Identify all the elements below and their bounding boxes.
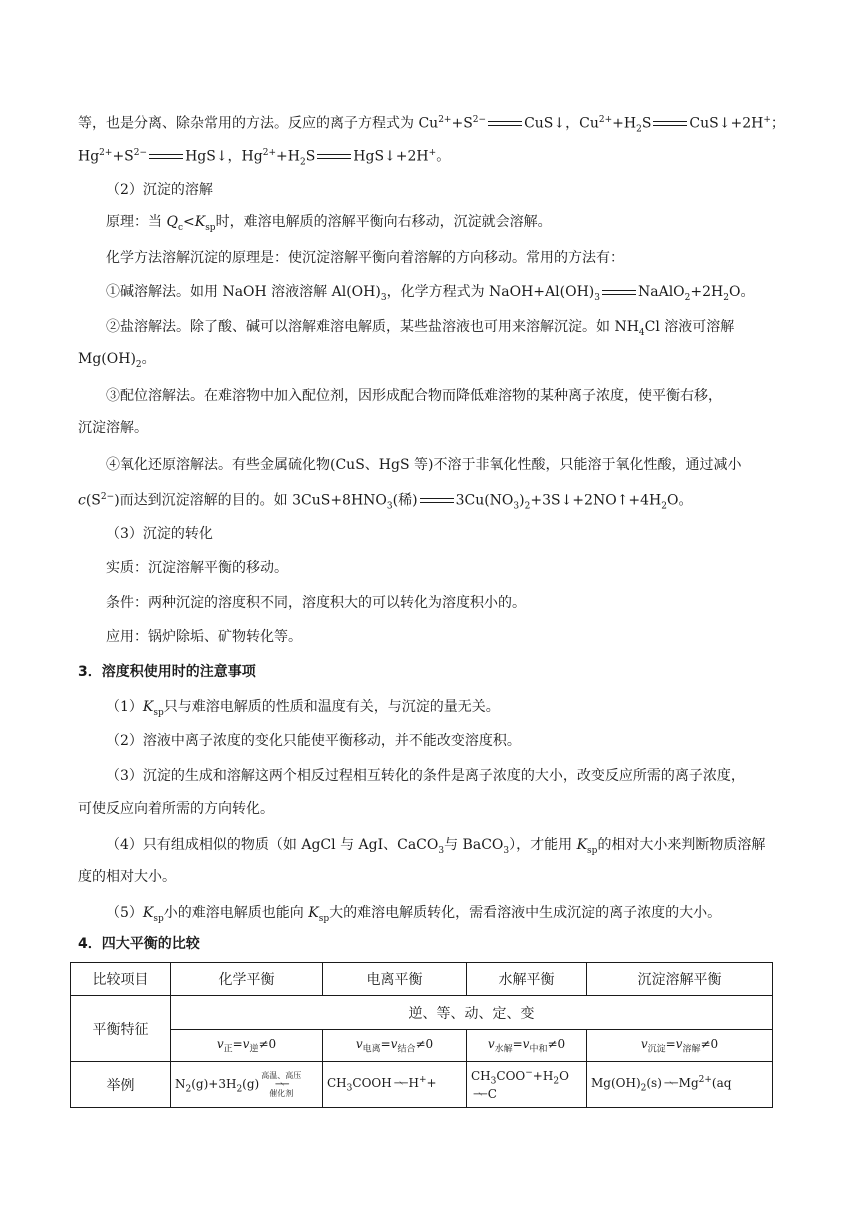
note-1: $(1)K_{sp}$只与难溶电解质的性质和温度有关，与沉淀的量无关。 xyxy=(106,699,500,718)
conversion-essence: 实质：沉淀溶解平衡的移动。 xyxy=(106,560,288,576)
section-3-heading: 3．溶度积使用时的注意事项 xyxy=(78,664,256,680)
equilibrium-comparison-table xyxy=(70,962,773,1108)
method-intro: 化学方法溶解沉淀的原理是：使沉淀溶解平衡向着溶解的方向移动。常用的方法有： xyxy=(106,250,624,266)
equals-sign xyxy=(602,290,636,295)
equals-sign xyxy=(317,154,351,159)
note-3-cont: 可使反应向着所需的方向转化。 xyxy=(78,801,274,817)
note-4: （4）只有组成相似的物质（如 AgCl 与 AgI、CaCO$_3$与 BaCO$_3$），才能用 $K_{sp}$的相对大小来判断物质溶解 xyxy=(106,837,766,856)
row-label: 平衡特征 xyxy=(71,996,171,1062)
method-1-base: ①碱溶解法。如用 NaOH 溶液溶解 $Al(OH)_3$，化学方程式为 $NaOH+Al(OH)_3$ $NaAlO_2+2H_2O$。 xyxy=(106,284,755,303)
example-cell: $N_2(g)+3H_2(g)$高温、高压 ⇀↽ 催化剂 xyxy=(171,1062,323,1108)
ionic-equation-line-2: $Hg^{2+}+S^{2-}$ HgS↓，$Hg^{2+}+H_2S$ HgS↓+2H+。 xyxy=(78,148,451,168)
subsection-title-conversion: （3）沉淀的转化 xyxy=(106,526,213,542)
example-cell: $Mg(OH)_2(s)$ ⇀↽ $Mg^{2+}(aq$ xyxy=(587,1062,773,1108)
common-feature-cell: 逆、等、动、定、变 xyxy=(171,996,773,1030)
header-cell: 化学平衡 xyxy=(171,963,323,996)
subsection-title-dissolution: （2）沉淀的溶解 xyxy=(106,182,213,198)
reversible-arrow: ⇀↽ xyxy=(663,1078,677,1090)
feature-cell: $v_{沉淀}=v_{溶解}\ne 0$ xyxy=(587,1030,773,1062)
equals-sign xyxy=(653,121,687,126)
header-cell: 电离平衡 xyxy=(323,963,467,996)
example-cell: $CH_3COOH$ ⇀↽ H++ xyxy=(323,1062,467,1108)
reversible-arrow: ⇀↽ xyxy=(473,1088,486,1100)
section-4-heading: 4．四大平衡的比较 xyxy=(78,936,200,952)
dissolution-principle: 原理：当 $Q_c<K_{sp}$时，难溶电解质的溶解平衡向右移动，沉淀就会溶解。 xyxy=(106,214,552,233)
method-3-coordination: ③配位溶解法。在难溶物中加入配位剂，因形成配合物而降低难溶物的某种离子浓度，使平衡右移， xyxy=(106,388,722,404)
note-3: （3）沉淀的生成和溶解这两个相反过程相互转化的条件是离子浓度的大小，改变反应所需的离子浓度， xyxy=(106,768,745,784)
method-2-salt-cont: $Mg(OH)_2$。 xyxy=(78,351,156,370)
feature-cell: $v_{电离}=v_{结合}\ne 0$ xyxy=(323,1030,467,1062)
ionic-equation-line-1: 等，也是分离、除杂常用的方法。反应的离子方程式为 $Cu^{2+}+S^{2-}$ CuS↓，$Cu^{2+}+H_2S$ CuS↓+2H+； xyxy=(78,115,785,135)
method-4-redox: ④氧化还原溶解法。有些金属硫化物(CuS、HgS 等)不溶于非氧化性酸，只能溶于氧化性酸，通过减小 xyxy=(106,457,742,473)
row-label: 举例 xyxy=(71,1062,171,1108)
header-cell: 水解平衡 xyxy=(467,963,587,996)
table-row xyxy=(71,996,773,1030)
method-2-salt: ②盐溶解法。除了酸、碱可以溶解难溶电解质，某些盐溶液也可用来溶解沉淀。如 $NH_4Cl$ 溶液可溶解 xyxy=(106,319,735,338)
reversible-arrow: ⇀↽ xyxy=(393,1078,407,1090)
header-cell: 沉淀溶解平衡 xyxy=(587,963,773,996)
note-2: （2）溶液中离子浓度的变化只能使平衡移动，并不能改变溶度积。 xyxy=(106,733,521,749)
method-4-redox-cont: $c(S^{2-})$而达到沉淀溶解的目的。如 $3CuS+8HNO_3$(稀) $3Cu(NO_3)_2+3S↓+2NO↑+4H_2O$。 xyxy=(78,492,693,512)
conversion-application: 应用：锅炉除垢、矿物转化等。 xyxy=(106,629,302,645)
conversion-condition: 条件：两种沉淀的溶度积不同，溶度积大的可以转化为溶度积小的。 xyxy=(106,595,526,611)
note-4-cont: 度的相对大小。 xyxy=(78,869,176,885)
table-header-row xyxy=(71,963,773,996)
example-cell: $CH_3COO^-+H_2O⇀↽$ C xyxy=(467,1062,587,1108)
feature-cell: $v_正=v_逆\ne 0$ xyxy=(171,1030,323,1062)
equals-sign xyxy=(149,154,183,159)
table-row xyxy=(71,1030,773,1062)
feature-cell: $v_{水解}=v_{中和}\ne 0$ xyxy=(467,1030,587,1062)
equals-sign xyxy=(420,498,454,503)
equals-sign xyxy=(488,121,522,126)
note-5: $(5)K_{sp}$小的难溶电解质也能向 $K_{sp}$大的难溶电解质转化，需看溶液中生成沉淀的离子浓度的大小。 xyxy=(106,905,722,924)
table-row xyxy=(71,1062,773,1108)
header-cell: 比较项目 xyxy=(71,963,171,996)
reversible-arrow-with-conditions: 高温、高压 ⇀↽ 催化剂 xyxy=(261,1071,302,1098)
method-3-coordination-cont: 沉淀溶解。 xyxy=(78,420,148,436)
